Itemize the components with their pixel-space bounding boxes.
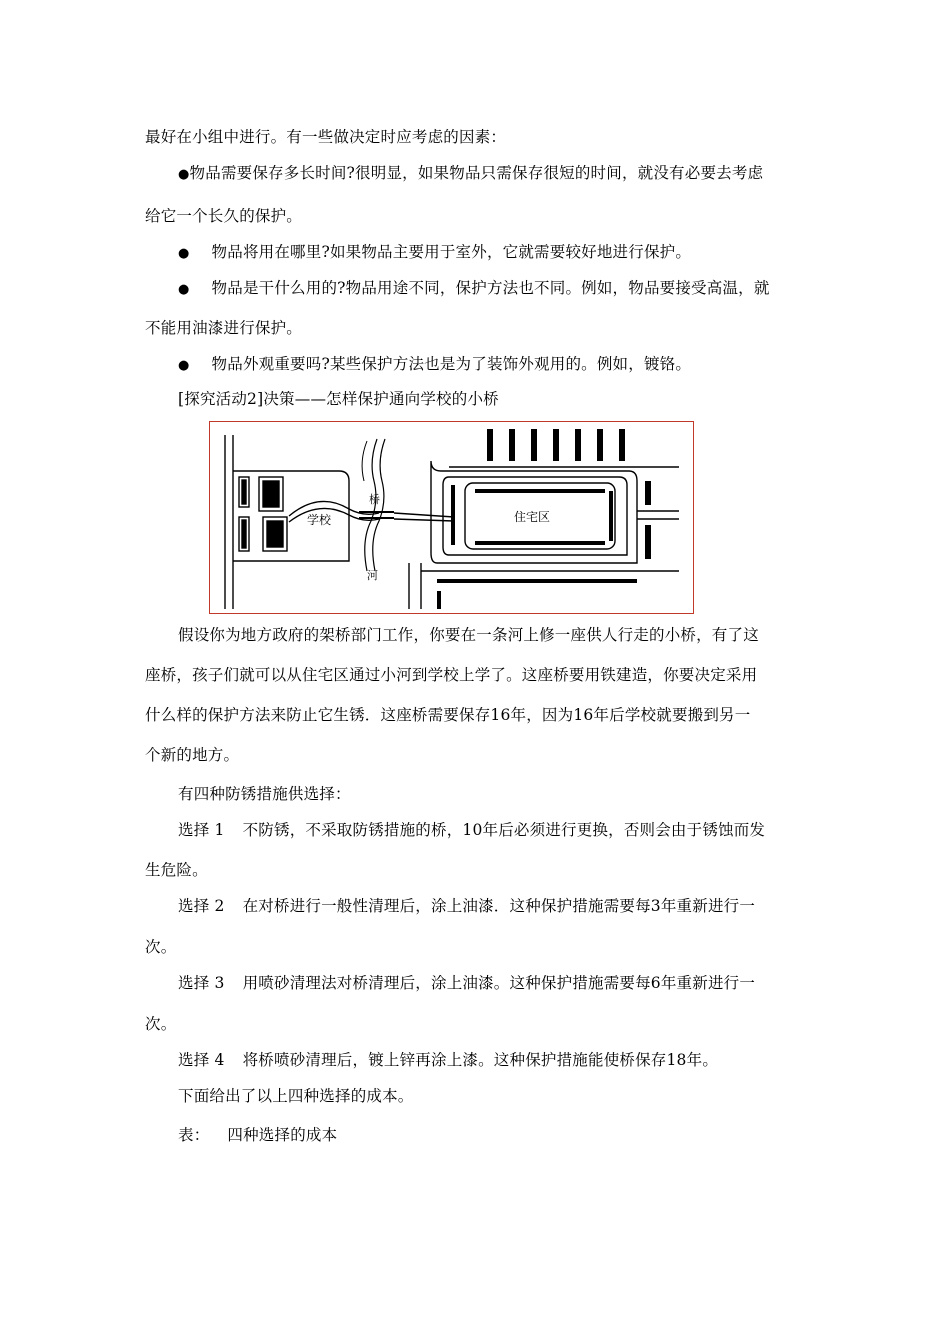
school-label: 学校 [307, 513, 332, 527]
bullet-item-3-cont: 不能用油漆进行保护。 [145, 319, 303, 337]
bridge-map-figure [209, 421, 694, 614]
scenario-line-3: 什么样的保护方法来防止它生锈．这座桥需要保存16年，因为16年后学校就要搬到另一 [145, 706, 751, 724]
option-label: 选择 1 [178, 821, 225, 839]
option-2-cont: 次。 [145, 938, 177, 956]
scenario-line-2: 座桥，孩子们就可以从住宅区通过小河到学校上学了。这座桥要用铁建造，你要决定采用 [145, 666, 758, 684]
bullet-item-1: ●物品需要保存多长时间?很明显，如果物品只需保存很短的时间，就没有必要去考虑 [178, 163, 763, 185]
bullet-icon: ● [178, 358, 190, 373]
bullet-icon: ● [178, 246, 190, 261]
bullet-item-4: ● 物品外观重要吗?某些保护方法也是为了装饰外观用的。例如，镀铬。 [178, 354, 691, 376]
bullet-icon: ● [178, 282, 190, 297]
intro-line: 最好在小组中进行。有一些做决定时应考虑的因素： [145, 128, 507, 146]
scenario-line-1: 假设你为地方政府的架桥部门工作，你要在一条河上修一座供人行走的小桥，有了这 [178, 626, 759, 644]
option-4: 选择 4 将桥喷砂清理后，镀上锌再涂上漆。这种保护措施能使桥保存18年。 [178, 1051, 719, 1069]
bullet-item-1-cont: 给它一个长久的保护。 [145, 207, 303, 225]
bridge-label: 桥 [369, 494, 380, 506]
option-label: 选择 2 [178, 897, 225, 915]
scenario-line-4: 个新的地方。 [145, 746, 240, 764]
option-2: 选择 2 在对桥进行一般性清理后，涂上油漆．这种保护措施需要每3年重新进行一 [178, 897, 756, 915]
options-intro: 有四种防锈措施供选择： [178, 785, 351, 803]
bullet-item-3: ● 物品是干什么用的?物品用途不同，保护方法也不同。例如，物品要接受高温，就 [178, 278, 770, 300]
option-label: 选择 4 [178, 1051, 225, 1069]
option-1: 选择 1 不防锈，不采取防锈措施的桥，10年后必须进行更换，否则会由于锈蚀而发 [178, 821, 766, 839]
option-3-cont: 次。 [145, 1015, 177, 1033]
option-label: 选择 3 [178, 974, 225, 992]
river-label: 河 [367, 570, 378, 582]
table-caption: 表： 四种选择的成本 [178, 1126, 338, 1144]
bullet-item-2: ● 物品将用在哪里?如果物品主要用于室外，它就需要较好地进行保护。 [178, 242, 691, 264]
activity-heading: [探究活动2]决策——怎样保护通向学校的小桥 [178, 390, 499, 408]
residential-label: 住宅区 [514, 510, 551, 524]
bullet-icon: ● [178, 167, 190, 182]
option-1-cont: 生危险。 [145, 861, 208, 879]
cost-intro: 下面给出了以上四种选择的成本。 [178, 1087, 414, 1105]
option-3: 选择 3 用喷砂清理法对桥清理后，涂上油漆。这种保护措施需要每6年重新进行一 [178, 974, 756, 992]
